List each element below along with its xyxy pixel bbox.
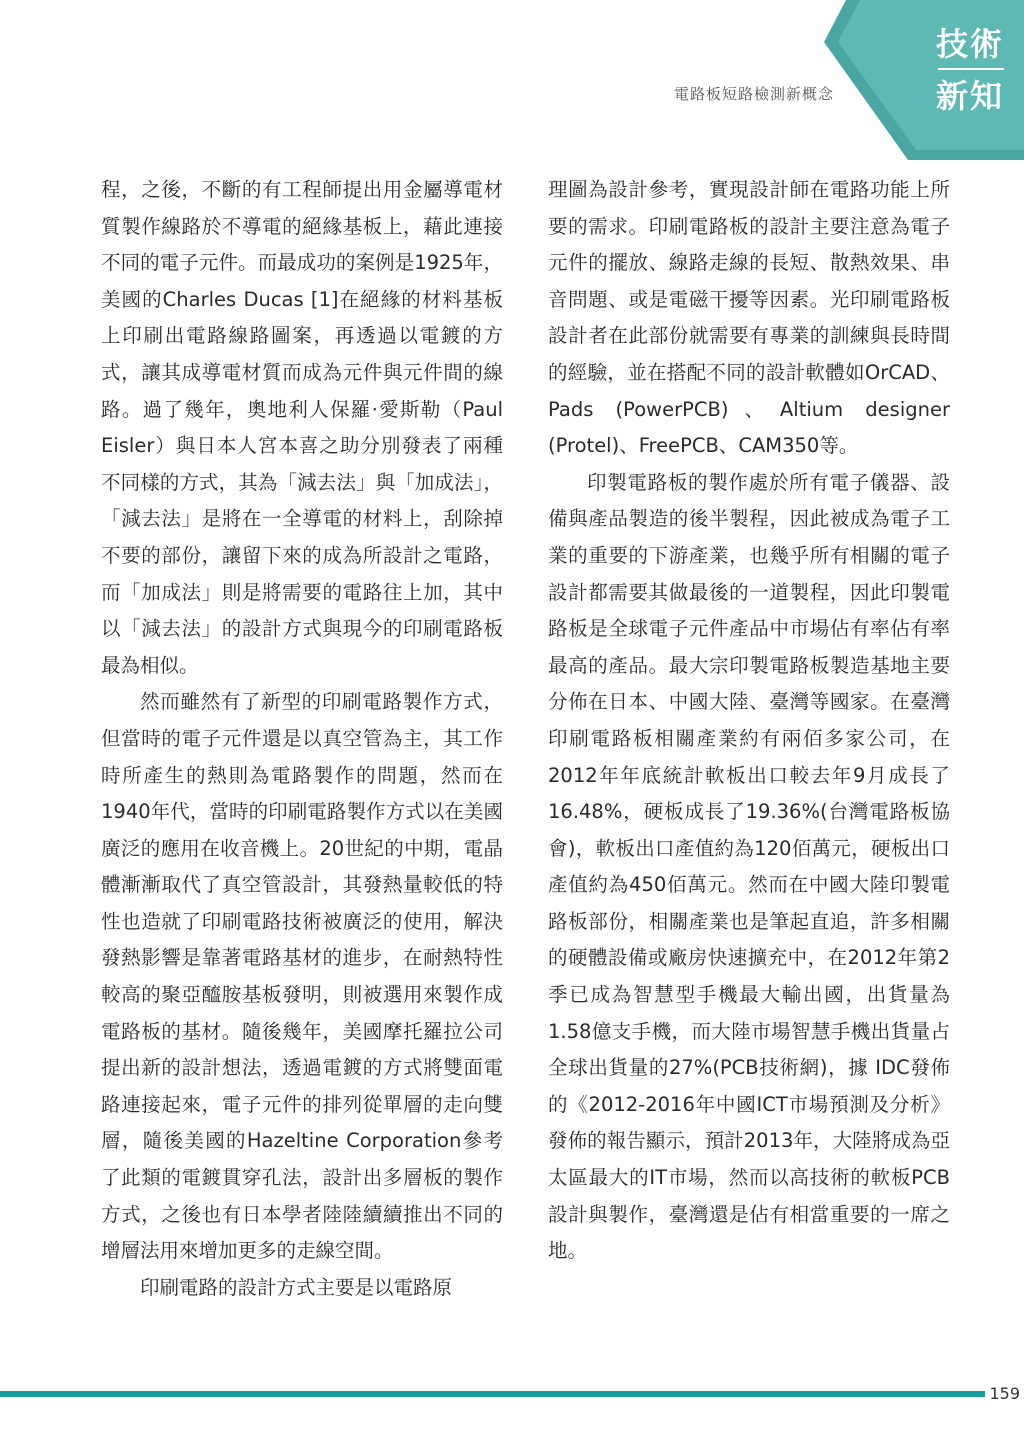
badge-divider <box>938 68 1004 70</box>
paragraph: 然而雖然有了新型的印刷電路製作方式，但當時的電子元件還是以真空管為主，其工作時所產生的熱則為電路製作的問題，然而在1940年代，當時的印刷電路製作方式以在美國廣泛的應用在收音機上。20世紀的中期，電晶體漸漸取代了真空管設計，其發熱量較低的特性也造就了印刷電路技術被廣泛的使用，解決發熱影響是靠著電路基材的進步，在耐熱特性較高的聚亞醯胺基板發明，則被選用來製作成電路板的基材。隨後幾年，美國摩托羅拉公司提出新的設計想法，透過電鍍的方式將雙面電路連接起來，電子元件的排列從單層的走向雙層，隨後美國的Hazeltine Corporation參考了此類的電鍍貫穿孔法，設計出多層板的製作方式，之後也有日本學者陸陸續續推出不同的增層法用來增加更多的走線空間。 <box>101 690 503 1263</box>
footer-rule <box>0 1391 985 1397</box>
right-text-column <box>548 172 950 1270</box>
running-header-title: 電路板短路檢測新概念 <box>673 85 834 103</box>
paragraph: 理圖為設計參考，實現設計師在電路功能上所要的需求。印刷電路板的設計主要注意為電子元件的擺放、線路走線的長短、散熱效果、串音問題、或是電磁干擾等因素。光印刷電路板設計者在此部份就需要有專業的訓練與長時間的經驗，並在搭配不同的設計軟體如OrCAD、Pads (PowerPCB)、Altium designer (Protel)、FreePCB、CAM350等。 <box>548 178 950 458</box>
badge-text-line1: 技術 <box>935 25 1004 63</box>
left-text-column <box>101 172 503 1306</box>
paragraph: 印製電路板的製作處於所有電子儀器、設備與產品製造的後半製程，因此被成為電子工業的重要的下游產業，也幾乎所有相關的電子設計都需要其做最後的一道製程，因此印製電路板是全球電子元件產品中市場佔有率佔有率最高的產品。最大宗印製電路板製造基地主要分佈在日本、中國大陸、臺灣等國家。在臺灣印刷電路板相關產業約有兩佰多家公司，在2012年年底統計軟板出口較去年9月成長了16.48%，硬板成長了19.36%(台灣電路板協會)，軟板出口產值約為120佰萬元，硬板出口產值約為450佰萬元。然而在中國大陸印製電路板部份，相關產業也是筆起直追，許多相關的硬體設備或廠房快速擴充中，在2012年第2季已成為智慧型手機最大輸出國，出貨量為1.58億支手機，而大陸市場智慧手機出貨量占全球出貨量的27%(PCB技術網)，據 IDC發佈的《2012-2016年中國ICT市場預測及分析》發佈的報告顯示，預計2013年，大陸將成為亞太區最大的IT市場，然而以高技術的軟板PCB設計與製作，臺灣還是佔有相當重要的一席之地。 <box>548 470 950 1263</box>
paragraph: 程，之後，不斷的有工程師提出用金屬導電材質製作線路於不導電的絕緣基板上，藉此連接不同的電子元件。而最成功的案例是1925年，美國的Charles Ducas [1]在絕緣的材料基板上印刷出電路線路圖案，再透過以電鍍的方式，讓其成導電材質而成為元件與元件間的線路。過了幾年，奧地利人保羅·愛斯勒（Paul Eisler）與日本人宮本喜之助分別發表了兩種不同樣的方式，其為「減去法」與「加成法」，「減去法」是將在一全導電的材料上，刮除掉不要的部份，讓留下來的成為所設計之電路，而「加成法」則是將需要的電路往上加，其中以「減去法」的設計方式與現今的印刷電路板最為相似。 <box>101 178 503 677</box>
badge-text-line2: 新知 <box>935 77 1004 115</box>
section-badge <box>824 0 1024 160</box>
paragraph: 印刷電路的設計方式主要是以電路原 <box>140 1275 453 1299</box>
page-number: 159 <box>989 1384 1020 1403</box>
